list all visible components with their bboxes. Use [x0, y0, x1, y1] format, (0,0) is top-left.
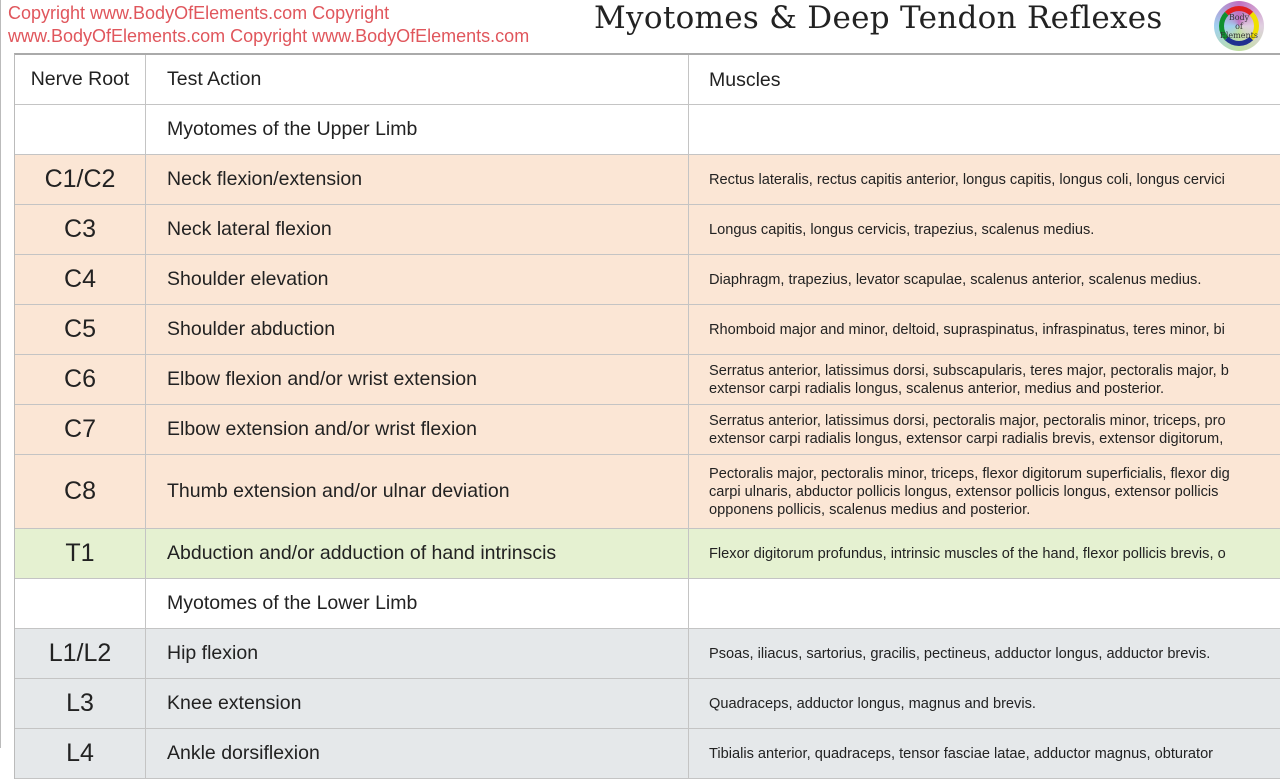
table-header [15, 55, 1280, 105]
test-action: Neck flexion/extension [146, 155, 689, 204]
muscles: Rhomboid major and minor, deltoid, supraspinatus, infraspinatus, teres minor, bi [709, 321, 1225, 338]
header-nerve-root: Nerve Root [15, 55, 146, 104]
muscles: Pectoralis major, pectoralis minor, triceps, flexor digitorum superficialis, flexor dig carpi ulnaris, abductor pollicis longus, extensor pollicis longus, extensor pollicis opponens pollicis, scalenus medius and posterior. [709, 465, 1230, 518]
section-lower-limb [15, 579, 1280, 629]
test-action: Shoulder elevation [146, 255, 689, 304]
section-title: Myotomes of the Lower Limb [146, 579, 689, 628]
section-upper-limb [15, 105, 1280, 155]
table-row [15, 205, 1280, 255]
table-row [15, 529, 1280, 579]
muscles: Diaphragm, trapezius, levator scapulae, scalenus anterior, scalenus medius. [709, 271, 1202, 288]
header-muscles: Muscles [709, 68, 781, 91]
test-action: Thumb extension and/or ulnar deviation [146, 455, 689, 528]
myotomes-table [14, 53, 1280, 779]
nerve-root: C1/C2 [15, 155, 146, 204]
upper-limb-rows [15, 155, 1280, 579]
logo-text: Elements [1220, 30, 1258, 40]
muscles: Quadraceps, adductor longus, magnus and brevis. [709, 695, 1036, 712]
table-row [15, 355, 1280, 405]
muscles: Psoas, iliacus, sartorius, gracilis, pectineus, adductor longus, adductor brevis. [709, 645, 1211, 662]
table-row [15, 405, 1280, 455]
nerve-root: C4 [15, 255, 146, 304]
nerve-root: C8 [15, 455, 146, 528]
nerve-root: T1 [15, 529, 146, 578]
watermark: Copyright www.BodyOfElements.com Copyright www.BodyOfElements.com Copyright www.BodyOfElements.com [8, 3, 530, 46]
nerve-root: C7 [15, 405, 146, 454]
nerve-root: C5 [15, 305, 146, 354]
muscles: Rectus lateralis, rectus capitis anterior, longus capitis, longus coli, longus cervici [709, 171, 1225, 188]
test-action: Elbow extension and/or wrist flexion [146, 405, 689, 454]
test-action: Hip flexion [146, 629, 689, 678]
table-row [15, 455, 1280, 529]
test-action: Shoulder abduction [146, 305, 689, 354]
table-row [15, 729, 1280, 779]
test-action: Abduction and/or adduction of hand intrinscis [146, 529, 689, 578]
table-row [15, 629, 1280, 679]
table-row [15, 679, 1280, 729]
section-title: Myotomes of the Upper Limb [146, 105, 689, 154]
muscles: Longus capitis, longus cervicis, trapezius, scalenus medius. [709, 221, 1095, 238]
test-action: Elbow flexion and/or wrist extension [146, 355, 689, 404]
test-action: Neck lateral flexion [146, 205, 689, 254]
nerve-root: C3 [15, 205, 146, 254]
muscles: Serratus anterior, latissimus dorsi, subscapularis, teres major, pectoralis major, b extensor carpi radialis longus, scalenus anterior, medius and posterior. [709, 362, 1229, 397]
header-test-action: Test Action [146, 55, 689, 104]
nerve-root: L3 [15, 679, 146, 728]
table-row [15, 305, 1280, 355]
lower-limb-rows [15, 629, 1280, 779]
page-title: Myotomes & Deep Tendon Reflexes [594, 0, 1163, 36]
nerve-root: C6 [15, 355, 146, 404]
muscles: Tibialis anterior, quadraceps, tensor fasciae latae, adductor magnus, obturator [709, 745, 1214, 762]
logo-text: Body [1228, 12, 1250, 22]
muscles: Flexor digitorum profundus, intrinsic muscles of the hand, flexor pollicis brevis, o [709, 545, 1226, 562]
body-of-elements-logo [1214, 1, 1264, 51]
test-action: Knee extension [146, 679, 689, 728]
nerve-root: L4 [15, 729, 146, 778]
test-action: Ankle dorsiflexion [146, 729, 689, 778]
logo-text: of [1235, 21, 1243, 31]
table-row [15, 155, 1280, 205]
nerve-root: L1/L2 [15, 629, 146, 678]
table-row [15, 255, 1280, 305]
muscles: Serratus anterior, latissimus dorsi, pectoralis major, pectoralis minor, triceps, pro extensor carpi radialis longus, extensor carpi radialis brevis, extensor digitorum, [709, 412, 1226, 447]
